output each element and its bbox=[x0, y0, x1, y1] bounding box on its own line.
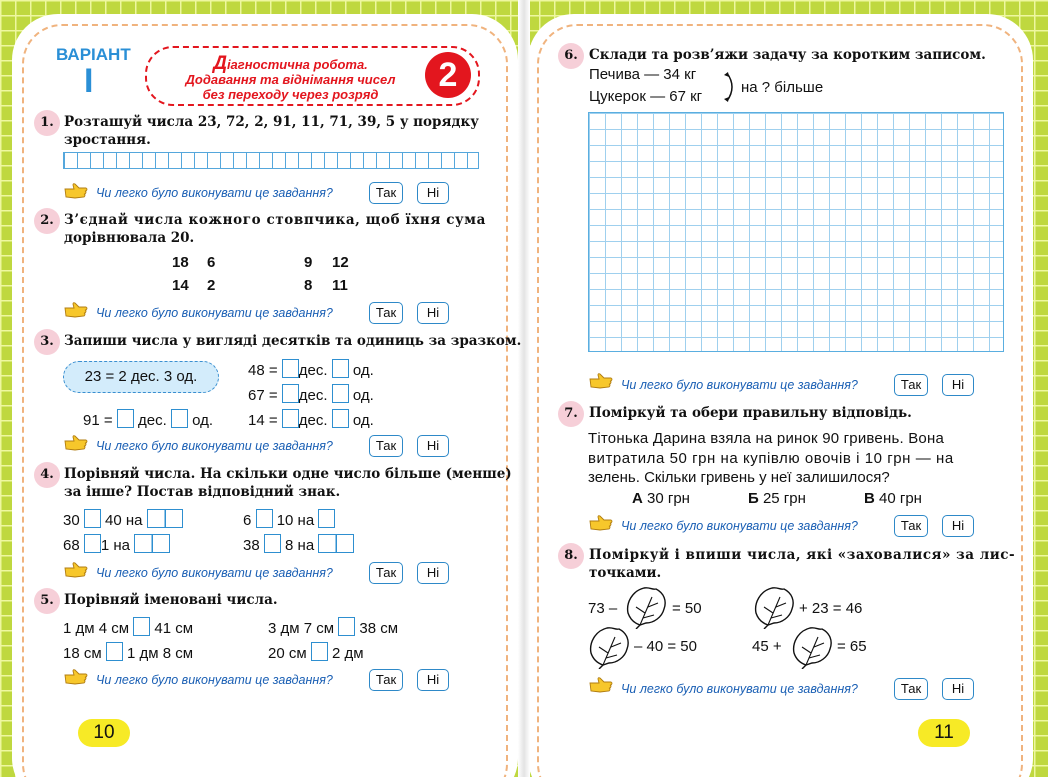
number: 6 bbox=[207, 254, 216, 271]
task-text: точками. bbox=[589, 565, 662, 581]
variant-label: ВАРІАНТ bbox=[56, 45, 131, 64]
quantity: 38 см bbox=[359, 620, 399, 637]
task-text: Поміркуй та обери правильну відповідь. bbox=[589, 405, 912, 421]
answer-box[interactable] bbox=[332, 409, 349, 428]
no-button[interactable]: Ні bbox=[417, 182, 449, 204]
conversion-row bbox=[248, 409, 374, 429]
answer-cells-strip[interactable] bbox=[63, 152, 479, 169]
task-number: 6. bbox=[558, 43, 584, 69]
feedback-question: Чи легко було виконувати це завдання? bbox=[621, 519, 858, 533]
task-text: зростання. bbox=[64, 132, 151, 148]
quantity: 2 дм bbox=[332, 645, 364, 662]
no-button[interactable]: Ні bbox=[942, 374, 974, 396]
header-first-letter: Д bbox=[213, 53, 227, 74]
number: 38 bbox=[243, 537, 260, 554]
book-spine bbox=[518, 0, 530, 777]
ones-label: од. bbox=[352, 412, 374, 429]
number: 11 bbox=[332, 277, 348, 294]
comparison-arrow-icon bbox=[721, 70, 741, 104]
pointing-hand-icon bbox=[64, 434, 88, 452]
compare-row bbox=[63, 534, 170, 554]
difference-box[interactable] bbox=[318, 534, 354, 553]
quantity: 1 дм 8 см bbox=[127, 645, 194, 662]
feedback-question: Чи легко було виконувати це завдання? bbox=[96, 673, 333, 687]
pointing-hand-icon bbox=[64, 668, 88, 686]
quantity: 20 см bbox=[268, 645, 307, 662]
yes-button[interactable]: Так bbox=[894, 678, 928, 700]
number-label: 48 = bbox=[248, 362, 278, 379]
variant-number: I bbox=[84, 62, 94, 100]
no-button[interactable]: Ні bbox=[417, 302, 449, 324]
yes-button[interactable]: Так bbox=[369, 669, 403, 691]
answer-box[interactable] bbox=[282, 409, 299, 428]
feedback-question: Чи легко було виконувати це завдання? bbox=[96, 439, 333, 453]
sign-box[interactable] bbox=[256, 509, 273, 528]
short-note-line: Печива — 34 кг bbox=[589, 66, 697, 83]
problem-text: Тітонька Дарина взяла на ринок 90 гривень. Вона bbox=[588, 430, 944, 447]
number: 18 bbox=[172, 254, 189, 271]
task-text: Запиши числа у вигляді десятків та одиниць за зразком. bbox=[64, 333, 522, 349]
problem-text: витратила 50 грн на купівлю овочів і 10 грн — на bbox=[588, 450, 954, 467]
short-note-line: Цукерок — 67 кг bbox=[589, 88, 703, 105]
equation-part: 45 + bbox=[752, 638, 782, 655]
compare-row bbox=[243, 509, 335, 529]
answer-box[interactable] bbox=[282, 384, 299, 403]
answer-option[interactable] bbox=[632, 490, 690, 507]
no-button[interactable]: Ні bbox=[417, 562, 449, 584]
number: 6 bbox=[243, 512, 252, 529]
task-text: З’єднай числа кожного стовпчика, щоб їхня сума bbox=[64, 212, 486, 228]
number: 68 bbox=[63, 537, 80, 554]
pointing-hand-icon bbox=[589, 514, 613, 532]
feedback-question: Чи легко було виконувати це завдання? bbox=[621, 682, 858, 696]
tens-label: дес. bbox=[298, 362, 328, 379]
number: 8 на bbox=[285, 537, 315, 554]
number: 2 bbox=[207, 277, 216, 294]
task-text: Склади та розв’яжи задачу за коротким записом. bbox=[589, 47, 986, 63]
number: 30 bbox=[63, 512, 80, 529]
feedback-question: Чи легко було виконувати це завдання? bbox=[621, 378, 858, 392]
answer-box[interactable] bbox=[332, 384, 349, 403]
no-button[interactable]: Ні bbox=[417, 435, 449, 457]
feedback-question: Чи легко було виконувати це завдання? bbox=[96, 306, 333, 320]
page-number: 10 bbox=[78, 719, 130, 747]
sign-box[interactable] bbox=[84, 509, 101, 528]
option-letter: Б bbox=[748, 490, 759, 507]
conversion-row bbox=[248, 384, 374, 404]
task-number: 2. bbox=[34, 208, 60, 234]
task-text: Порівняй числа. На скільки одне число більше (менше) bbox=[64, 466, 512, 482]
task-text: Порівняй іменовані числа. bbox=[64, 592, 278, 608]
equation-part: 73 – bbox=[588, 600, 618, 617]
compare-row bbox=[268, 642, 364, 662]
answer-box[interactable] bbox=[171, 409, 188, 428]
compare-row bbox=[63, 642, 193, 662]
no-button[interactable]: Ні bbox=[417, 669, 449, 691]
number: 40 на bbox=[105, 512, 143, 529]
work-number-badge: 2 bbox=[425, 52, 471, 98]
answer-box[interactable] bbox=[282, 359, 299, 378]
sign-box[interactable] bbox=[106, 642, 123, 661]
number: 14 bbox=[172, 277, 189, 294]
task-number: 4. bbox=[34, 462, 60, 488]
example-bubble: 23 = 2 дес. 3 од. bbox=[63, 361, 219, 393]
leaf-icon[interactable] bbox=[587, 625, 631, 669]
answer-box[interactable] bbox=[332, 359, 349, 378]
option-value: 30 грн bbox=[647, 490, 690, 507]
yes-button[interactable]: Так bbox=[369, 435, 403, 457]
equation-part: – 40 = 50 bbox=[634, 638, 697, 655]
page-number: 11 bbox=[918, 719, 970, 747]
conversion-row bbox=[83, 409, 213, 429]
leaf-icon[interactable] bbox=[624, 585, 668, 629]
yes-button[interactable]: Так bbox=[369, 182, 403, 204]
leaf-icon[interactable] bbox=[752, 585, 796, 629]
yes-button[interactable]: Так bbox=[894, 374, 928, 396]
feedback-question: Чи легко було виконувати це завдання? bbox=[96, 566, 333, 580]
task-number: 7. bbox=[558, 401, 584, 427]
number-label: 67 = bbox=[248, 387, 278, 404]
equation-part: + 23 = 46 bbox=[799, 600, 863, 617]
compare-row bbox=[63, 509, 183, 529]
quantity: 1 дм 4 см bbox=[63, 620, 130, 637]
number: 1 на bbox=[100, 537, 130, 554]
number-label: 91 = bbox=[83, 412, 113, 429]
problem-text: зелень. Скільки гривень у неї залишилося? bbox=[588, 469, 890, 486]
no-button[interactable]: Ні bbox=[942, 678, 974, 700]
pointing-hand-icon bbox=[64, 561, 88, 579]
difference-box[interactable] bbox=[318, 509, 335, 528]
task-number: 5. bbox=[34, 588, 60, 614]
yes-button[interactable]: Так bbox=[894, 515, 928, 537]
compare-row bbox=[63, 617, 193, 637]
leaf-icon[interactable] bbox=[790, 625, 834, 669]
tens-label: дес. bbox=[298, 387, 328, 404]
number: 8 bbox=[304, 277, 313, 294]
quantity: 3 дм 7 см bbox=[268, 620, 335, 637]
header-line-3: без переходу через розряд bbox=[202, 87, 379, 102]
yes-button[interactable]: Так bbox=[369, 562, 403, 584]
ones-label: од. bbox=[352, 387, 374, 404]
sign-box[interactable] bbox=[311, 642, 328, 661]
no-button[interactable]: Ні bbox=[942, 515, 974, 537]
ones-label: од. bbox=[352, 362, 374, 379]
answer-box[interactable] bbox=[117, 409, 134, 428]
tens-label: дес. bbox=[298, 412, 328, 429]
task-text: дорівнювала 20. bbox=[64, 230, 195, 246]
task-number: 8. bbox=[558, 543, 584, 569]
pointing-hand-icon bbox=[64, 182, 88, 200]
comparison-label: на ? більше bbox=[741, 79, 824, 96]
sign-box[interactable] bbox=[84, 534, 101, 553]
squared-answer-grid[interactable] bbox=[588, 112, 1004, 352]
answer-option[interactable] bbox=[748, 490, 806, 507]
task-text: Поміркуй і впиши числа, які «заховалися» за лис- bbox=[589, 547, 1016, 563]
option-value: 40 грн bbox=[879, 490, 922, 507]
yes-button[interactable]: Так bbox=[369, 302, 403, 324]
option-letter: В bbox=[864, 490, 875, 507]
conversion-row bbox=[248, 359, 374, 379]
answer-option[interactable] bbox=[864, 490, 922, 507]
task-number: 3. bbox=[34, 329, 60, 355]
sign-box[interactable] bbox=[338, 617, 355, 636]
task-text: Розташуй числа 23, 72, 2, 91, 11, 71, 39, 5 у порядку bbox=[64, 114, 479, 130]
pointing-hand-icon bbox=[64, 301, 88, 319]
header-line-1: іагностична робота. bbox=[226, 57, 368, 72]
option-value: 25 грн bbox=[762, 490, 806, 507]
header-line-2: Додавання та віднімання чисел bbox=[185, 72, 396, 87]
quantity: 18 см bbox=[63, 645, 102, 662]
number: 10 на bbox=[276, 512, 315, 529]
pointing-hand-icon bbox=[589, 372, 613, 390]
tens-label: дес. bbox=[137, 412, 167, 429]
task-text: за інше? Постав відповідний знак. bbox=[64, 484, 341, 500]
ones-label: од. bbox=[192, 412, 214, 429]
compare-row bbox=[268, 617, 398, 637]
pointing-hand-icon bbox=[589, 676, 613, 694]
number: 12 bbox=[332, 254, 349, 271]
option-letter: А bbox=[632, 490, 643, 507]
difference-box[interactable] bbox=[134, 534, 170, 553]
task-number: 1. bbox=[34, 110, 60, 136]
difference-box[interactable] bbox=[147, 509, 183, 528]
number-label: 14 = bbox=[248, 412, 278, 429]
equation-part: = 65 bbox=[837, 638, 867, 655]
number: 9 bbox=[304, 254, 313, 271]
feedback-question: Чи легко було виконувати це завдання? bbox=[96, 186, 333, 200]
sign-box[interactable] bbox=[264, 534, 281, 553]
compare-row bbox=[243, 534, 354, 554]
sign-box[interactable] bbox=[133, 617, 150, 636]
quantity: 41 см bbox=[154, 620, 194, 637]
equation-part: = 50 bbox=[672, 600, 702, 617]
